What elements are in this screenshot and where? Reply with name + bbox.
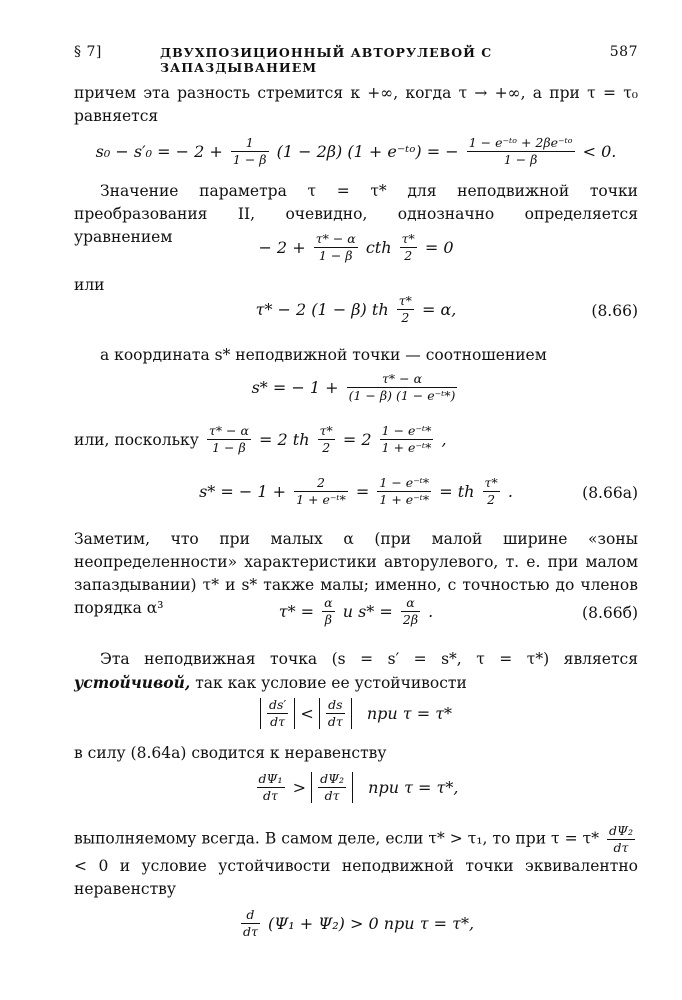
eq8-f-den: dτ [270,714,286,729]
eq9-f-den: dτ [263,788,278,803]
equation-since [74,424,638,455]
eq9-f-num: dΨ₁ [258,771,283,786]
eq6-f-num: 2 [294,476,348,492]
equation-inequality [74,772,638,803]
section-number: § 7] [74,44,102,60]
equation-s-star [74,372,638,403]
eq2-fraction-1 [314,232,358,263]
eq7-fraction-1 [322,596,334,627]
eq6-h-den: 2 [487,492,496,507]
eq6-h-num: τ* [484,475,498,490]
eq6-g-num: 1 − e⁻ᵗ* [379,475,430,490]
eq3-g-den: 2 [401,310,410,325]
eq6-g-den: 1 + e⁻ᵗ* [379,492,430,507]
eq5-g-num: τ* [319,423,333,438]
eq7-fraction-2 [401,596,420,627]
eq10-mid: (Ψ₁ + Ψ₂) > 0 при τ = τ*, [267,914,475,933]
eq6-label: (8.66а) [582,484,638,502]
eq5-mid: = 2 th [259,430,310,449]
eq1-rhs: < 0. [582,142,617,161]
paragraph-7: в силу (8.64а) сводится к неравенству [74,744,387,762]
eq8-rhs: при τ = τ* [366,704,453,723]
equation-sum-derivative [74,908,638,939]
eq1-fraction-2 [467,136,575,167]
eq8-mid: < [300,704,314,723]
eq3-rhs: = α, [421,300,457,319]
eq6-mid: = [355,482,370,501]
eq8-g-num: ds [326,698,345,714]
eq2-f-den: 1 − β [318,248,353,263]
eq7-rhs: . [428,602,434,621]
eq4-f-num: τ* − α [347,372,458,388]
eq6-fraction-1 [294,476,348,507]
eq2-f-num: τ* − α [315,231,356,246]
paragraph-8 [74,824,638,901]
eq5-mid2: = 2 [342,430,372,449]
eq5-fraction-1 [207,424,251,455]
equation-8-66b [74,596,638,627]
p8-text-a: выполняемому всегда. В самом деле, если τ* > τ₁, то при τ = τ* [74,829,599,848]
eq4-lhs: s* = − 1 + [251,378,339,397]
eq9-g-den: dτ [324,788,340,803]
eq10-f-den: dτ [242,924,258,939]
eq6-fraction-3 [483,476,500,507]
eq8-g-den: dτ [327,714,343,729]
eq3-label: (8.66) [591,302,638,320]
paragraph-5: Заметим, что при малых α (при малой ширине «зоны неопределенности» характеристики авторулевого, т. е. при малом запаздывании) τ* и s* также малы; именно, с точностью до членов порядка α³ [74,530,638,617]
eq8-fraction-1 [267,698,288,729]
eq9-fraction-1 [257,772,285,803]
eq7-f-num: α [324,595,333,610]
eq9-fraction-2 [318,772,346,803]
eq1-mid: (1 − 2β) (1 + e⁻ᵗᵒ) = − [276,142,459,161]
page-number: 587 [609,44,638,60]
eq2-g-num: τ* [401,231,415,246]
eq9-g-num: dΨ₂ [320,771,345,786]
p8-text-b: < 0 и условие устойчивости неподвижной точки эквивалентно неравенству [74,857,638,898]
eq3-lhs: τ* − 2 (1 − β) th [255,300,389,319]
eq1-f2-den: 1 − β [503,152,538,167]
equation-difference [74,136,638,167]
eq5-lead: или, поскольку [74,430,199,449]
p6-emphasis: устойчивой, [74,673,191,692]
eq7-lhs: τ* = [278,602,315,621]
eq1-fraction-1 [231,136,269,167]
eq4-f-den: (1 − β) (1 − e⁻ᵗ*) [348,388,456,403]
p6-text-c: так как условие ее устойчивости [195,674,467,692]
equation-stability-condition [74,698,638,729]
eq8-abs-2 [319,698,352,729]
eq3-g-num: τ* [398,293,412,308]
eq1-f1-num: 1 [231,136,269,152]
eq7-g-num: α [401,596,420,612]
eq5-fraction-3 [380,424,434,455]
eq7-label: (8.66б) [582,604,638,622]
p8-f-den: dτ [613,840,629,855]
eq10-fraction [241,908,260,939]
eq1-f2-num: 1 − e⁻ᵗᵒ + 2βe⁻ᵗᵒ [468,135,573,150]
paragraph-6 [74,648,638,695]
eq2-g-den: 2 [404,248,413,263]
eq5-g-den: 2 [322,440,331,455]
eq2-fraction-2 [400,232,417,263]
paragraph-2: Значение параметра τ = τ* для неподвижной точки преобразования II, очевидно, однозначно определяется уравнением [74,182,638,246]
p6-text-a: Эта неподвижная точка (s = s′ = s*, τ = τ*) является [100,650,638,668]
eq9-mid: > [292,778,306,797]
paragraph-4: а координата s* неподвижной точки — соотношением [100,346,547,364]
equation-8-66a [74,476,638,507]
eq1-lhs: s₀ − s′₀ = − 2 + [95,142,223,161]
eq6-fraction-2 [377,476,431,507]
eq6-rhs: . [507,482,513,501]
eq8-f-num: ds′ [268,697,287,712]
eq5-rhs: , [441,430,447,449]
eq5-h-num: 1 − e⁻ᵗ* [381,423,432,438]
eq9-rhs: при τ = τ*, [368,778,459,797]
eq8-fraction-2 [326,698,345,729]
eq7-g-den: 2β [402,612,419,627]
p8-fraction [607,824,635,855]
eq2-rhs: = 0 [424,238,454,257]
eq9-abs [311,772,353,803]
p8-f-num: dΨ₂ [609,823,633,838]
paragraph-1: причем эта разность стремится к +∞, когда τ → +∞, а при τ = τ₀ равняется [74,84,638,125]
eq6-mid2: = th [439,482,475,501]
eq6-lhs: s* = − 1 + [199,482,287,501]
eq2-mid: cth [365,238,392,257]
eq2-lhs: − 2 + [258,238,306,257]
eq5-fraction-2 [318,424,335,455]
eq6-f-den: 1 + e⁻ᵗ* [296,492,346,507]
eq7-f-den: β [324,612,332,627]
eq3-fraction [397,294,414,325]
eq10-f-num: d [241,908,260,924]
eq4-fraction [347,372,458,403]
eq7-mid: и s* = [342,602,393,621]
equation-parameter [74,232,638,263]
equation-8-66 [74,294,638,325]
eq5-h-den: 1 + e⁻ᵗ* [381,440,432,455]
eq8-abs-1 [260,698,295,729]
eq5-f-den: 1 − β [212,440,246,455]
eq5-f-num: τ* − α [208,423,249,438]
paragraph-3: или [74,276,105,294]
chapter-title: ДВУХПОЗИЦИОННЫЙ АВТОРУЛЕВОЙ С ЗАПАЗДЫВАНИЕМ [160,45,493,75]
eq1-f1-den: 1 − β [232,152,267,167]
